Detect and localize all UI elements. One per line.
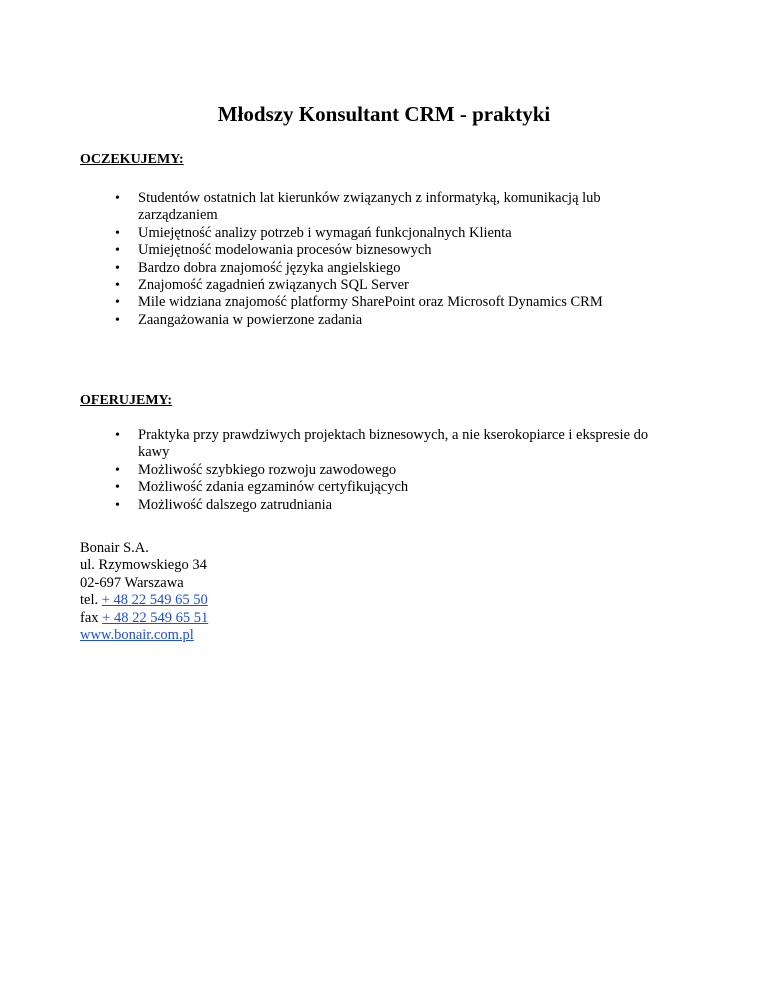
website-link[interactable]: www.bonair.com.pl: [80, 627, 194, 644]
company-name: Bonair S.A.: [80, 540, 149, 556]
street-address: ul. Rzymowskiego 34: [80, 557, 207, 574]
list-item-text: Umiejętność modelowania procesów biznesowych: [138, 242, 432, 259]
phone-line: [80, 592, 208, 609]
bullet-icon: •: [115, 462, 120, 478]
list-item: [0, 427, 668, 462]
list-item-text: Umiejętność analizy potrzeb i wymagań funkcjonalnych Klienta: [138, 224, 512, 241]
offer-list: [0, 427, 768, 514]
phone-link[interactable]: + 48 22 549 65 50: [101, 592, 208, 609]
list-item: [0, 479, 668, 496]
list-item: [0, 497, 668, 514]
fax-line: [80, 610, 208, 627]
list-item-text: Możliwość zdania egzaminów certyfikujących: [138, 479, 409, 496]
bullet-icon: •: [115, 295, 120, 311]
postal-city: 02-697 Warszawa: [80, 574, 184, 591]
list-item: [0, 277, 668, 294]
offer-heading: OFERUJEMY:: [80, 393, 173, 408]
list-item-text: Praktyka przy prawdziwych projektach biznesowych, a nie kserokopiarce i ekspresie do kawy: [138, 427, 649, 461]
list-item: [0, 462, 668, 479]
list-item-text: Możliwość dalszego zatrudniania: [138, 496, 333, 513]
bullet-icon: •: [115, 278, 120, 294]
bullet-icon: •: [115, 260, 120, 276]
page-title: Młodszy Konsultant CRM - praktyki: [217, 102, 551, 126]
list-item: [0, 260, 668, 277]
list-item: [0, 294, 668, 311]
website-line: [80, 627, 208, 644]
fax-label: fax: [80, 609, 99, 626]
bullet-icon: •: [115, 497, 120, 513]
list-item-text: Zaangażowania w powierzone zadania: [138, 311, 363, 328]
expectations-heading: OCZEKUJEMY:: [80, 152, 184, 167]
bullet-icon: •: [115, 480, 120, 496]
list-item: [0, 312, 668, 329]
bullet-icon: •: [115, 312, 120, 328]
bullet-icon: •: [115, 191, 120, 206]
bullet-icon: •: [115, 428, 120, 443]
phone-label: tel.: [80, 592, 99, 609]
expectations-list: [0, 190, 768, 329]
list-item: [0, 190, 668, 225]
list-item-text: Bardzo dobra znajomość języka angielskiego: [138, 259, 401, 276]
list-item: [0, 242, 668, 259]
list-item-text: Studentów ostatnich lat kierunków związanych z informatyką, komunikacją lub zarządzaniem: [138, 190, 601, 224]
fax-link[interactable]: + 48 22 549 65 51: [102, 609, 209, 626]
bullet-icon: •: [115, 225, 120, 241]
list-item: [0, 225, 668, 242]
contact-block: [80, 540, 208, 644]
list-item-text: Mile widziana znajomość platformy SharePoint oraz Microsoft Dynamics CRM: [138, 294, 603, 311]
list-item-text: Możliwość szybkiego rozwoju zawodowego: [138, 461, 397, 478]
list-item-text: Znajomość zagadnień związanych SQL Server: [138, 277, 409, 294]
bullet-icon: •: [115, 243, 120, 259]
